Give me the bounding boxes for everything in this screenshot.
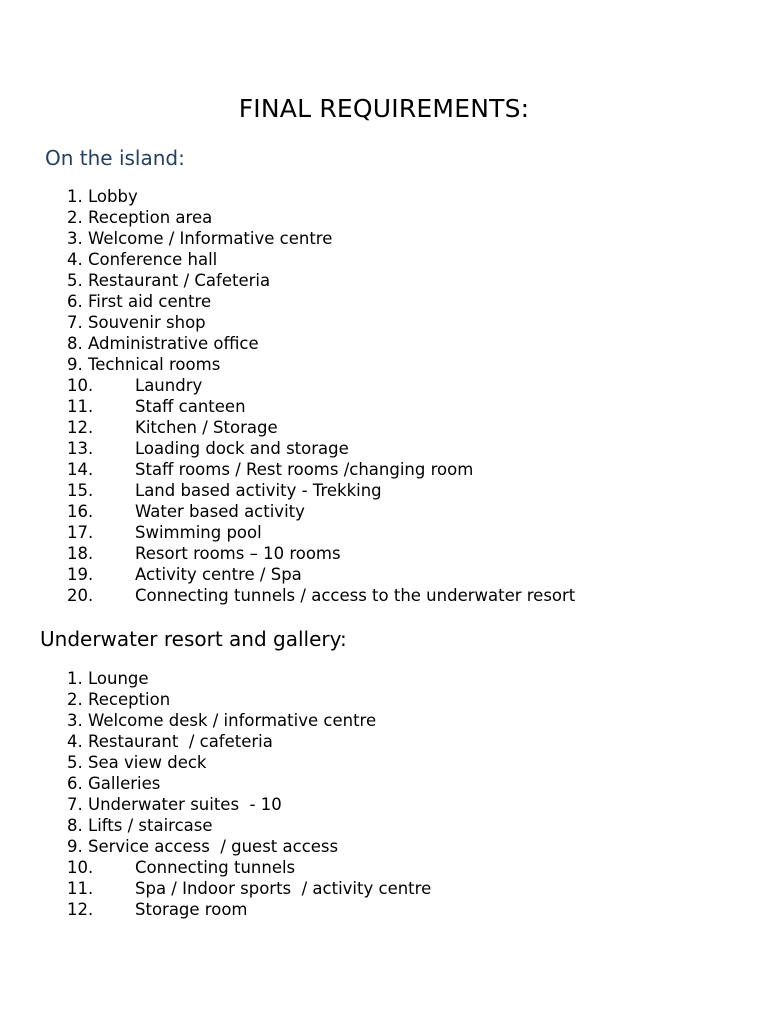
list-item-number: 8. [67, 334, 83, 353]
list-item-number: 8. [67, 816, 83, 835]
list-item [67, 291, 575, 312]
list-item-number: 12. [67, 418, 94, 437]
list-item-number: 1. [67, 669, 83, 688]
list-item [67, 207, 575, 228]
list-item-text: Storage room [135, 900, 248, 919]
underwater-requirements-list [67, 668, 431, 920]
list-item-number: 3. [67, 229, 83, 248]
list-item [67, 668, 431, 689]
list-item [67, 564, 575, 585]
list-item-number: 19. [67, 565, 94, 584]
list-item-number: 5. [67, 271, 83, 290]
list-item [67, 857, 431, 878]
list-item-text: Activity centre / Spa [135, 565, 302, 584]
list-item-number: 14. [67, 460, 94, 479]
list-item [67, 836, 431, 857]
list-item-number: 11. [67, 397, 94, 416]
list-item-number: 4. [67, 250, 83, 269]
list-item [67, 815, 431, 836]
list-item [67, 501, 575, 522]
list-item-text: Reception [88, 690, 171, 709]
section-heading-underwater: Underwater resort and gallery: [40, 627, 347, 651]
list-item-text: Laundry [135, 376, 203, 395]
list-item [67, 878, 431, 899]
list-item [67, 396, 575, 417]
list-item [67, 710, 431, 731]
list-item [67, 312, 575, 333]
list-item [67, 375, 575, 396]
list-item [67, 438, 575, 459]
list-item-number: 7. [67, 795, 83, 814]
list-item-number: 18. [67, 544, 94, 563]
list-item-number: 15. [67, 481, 94, 500]
page-title: FINAL REQUIREMENTS: [238, 94, 530, 123]
list-item-number: 11. [67, 879, 94, 898]
list-item-number: 3. [67, 711, 83, 730]
list-item-number: 9. [67, 355, 83, 374]
list-item [67, 354, 575, 375]
list-item-text: Land based activity - Trekking [135, 481, 382, 500]
list-item-number: 16. [67, 502, 94, 521]
list-item-text: Loading dock and storage [135, 439, 349, 458]
list-item-number: 17. [67, 523, 94, 542]
list-item [67, 417, 575, 438]
list-item-text: Staff canteen [135, 397, 246, 416]
list-item-text: Lobby [88, 187, 138, 206]
list-item-number: 10. [67, 376, 94, 395]
list-item-text: Reception area [88, 208, 213, 227]
list-item-text: Kitchen / Storage [135, 418, 278, 437]
list-item-text: Water based activity [135, 502, 305, 521]
list-item-number: 2. [67, 208, 83, 227]
list-item [67, 459, 575, 480]
list-item-number: 6. [67, 774, 83, 793]
list-item-text: Lounge [88, 669, 149, 688]
list-item-text: Welcome desk / informative centre [88, 711, 377, 730]
list-item-number: 2. [67, 690, 83, 709]
list-item [67, 773, 431, 794]
list-item-text: Swimming pool [135, 523, 262, 542]
list-item-text: First aid centre [88, 292, 212, 311]
list-item-text: Spa / Indoor sports / activity centre [135, 879, 432, 898]
section-heading-island: On the island: [45, 146, 185, 170]
list-item [67, 794, 431, 815]
list-item-number: 1. [67, 187, 83, 206]
list-item-text: Underwater suites - 10 [88, 795, 282, 814]
list-item [67, 752, 431, 773]
list-item-text: Restaurant / Cafeteria [88, 271, 271, 290]
list-item-text: Conference hall [88, 250, 218, 269]
list-item-text: Welcome / Informative centre [88, 229, 333, 248]
list-item-text: Connecting tunnels / access to the underwater resort [135, 586, 576, 605]
list-item-text: Connecting tunnels [135, 858, 296, 877]
list-item-number: 5. [67, 753, 83, 772]
list-item-number: 10. [67, 858, 94, 877]
list-item-text: Administrative office [88, 334, 259, 353]
list-item [67, 186, 575, 207]
list-item [67, 899, 431, 920]
list-item-text: Galleries [88, 774, 161, 793]
list-item-number: 4. [67, 732, 83, 751]
list-item-text: Technical rooms [88, 355, 221, 374]
list-item-number: 13. [67, 439, 94, 458]
list-item [67, 228, 575, 249]
list-item-number: 20. [67, 586, 94, 605]
list-item-text: Souvenir shop [88, 313, 206, 332]
list-item [67, 249, 575, 270]
list-item-number: 12. [67, 900, 94, 919]
island-requirements-list [67, 186, 575, 606]
list-item [67, 333, 575, 354]
list-item [67, 689, 431, 710]
list-item-text: Restaurant / cafeteria [88, 732, 273, 751]
list-item [67, 543, 575, 564]
list-item [67, 522, 575, 543]
list-item-text: Sea view deck [88, 753, 207, 772]
list-item-number: 7. [67, 313, 83, 332]
list-item-number: 6. [67, 292, 83, 311]
list-item-number: 9. [67, 837, 83, 856]
list-item [67, 731, 431, 752]
list-item-text: Service access / guest access [88, 837, 339, 856]
list-item-text: Resort rooms – 10 rooms [135, 544, 341, 563]
list-item [67, 480, 575, 501]
list-item-text: Staff rooms / Rest rooms /changing room [135, 460, 474, 479]
list-item [67, 270, 575, 291]
list-item-text: Lifts / staircase [88, 816, 213, 835]
list-item [67, 585, 575, 606]
